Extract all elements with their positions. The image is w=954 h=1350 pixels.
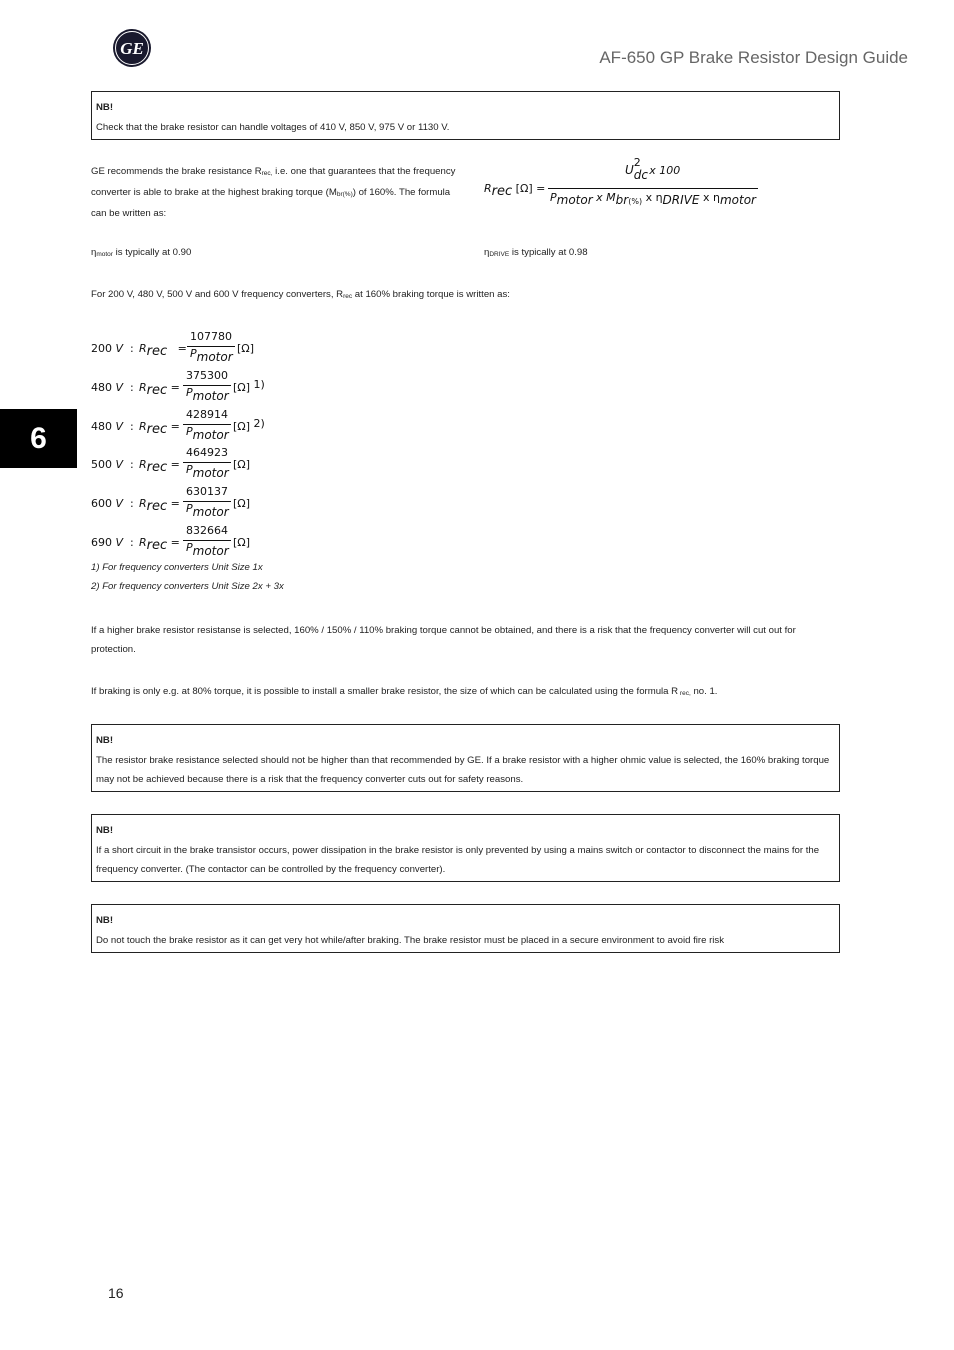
formula-numerator: 375300: [186, 369, 228, 382]
note-text: Do not touch the brake resistor as it can get very hot while/after braking. The brake resistor must be placed in a secure environment to avoid fire risk: [96, 934, 724, 946]
rrec-intro: For 200 V, 480 V, 500 V and 600 V frequency converters, Rrec at 160% braking torque is written as:: [91, 289, 510, 300]
formula-unit: [Ω]: [233, 497, 250, 510]
motor-efficiency-note: ηmotor is typically at 0.90: [91, 247, 192, 258]
formula-rrec: Rrec =: [139, 497, 180, 514]
formula-voltage: 200 V :: [91, 342, 134, 355]
note-heading: NB!: [96, 825, 114, 836]
ge-logo: [112, 28, 152, 68]
note-text: If a short circuit in the brake transistor occurs, power dissipation in the brake resistor is only prevented by using a mains switch or contactor to disconnect the mains for the frequency converter. (The contactor can be controlled by the frequency converter).: [96, 844, 820, 875]
drive-efficiency-note: ηDRIVE is typically at 0.98: [484, 247, 588, 258]
intro-paragraph: GE recommends the brake resistance Rrec, i.e. one that guarantees that the frequency converter is able to brake at the highest braking torque (Mbr(%)) of 160%. The formula can be written as:: [91, 166, 456, 219]
formula-voltage: 480 V :: [91, 381, 134, 394]
formula-voltage: 500 V :: [91, 458, 134, 471]
fraction-line: [548, 188, 758, 189]
chapter-tab: 6: [0, 409, 77, 468]
note-heading: NB!: [96, 102, 114, 113]
formula-denominator: Pmotor: [186, 425, 229, 442]
formula-unit: [Ω] 2): [233, 417, 265, 433]
note-box-resistance: [91, 724, 840, 792]
formula-numerator: 832664: [186, 524, 228, 537]
formula-numerator: 428914: [186, 408, 228, 421]
footnote-1: 1) For frequency converters Unit Size 1x: [91, 562, 263, 573]
note-heading: NB!: [96, 735, 114, 746]
smaller-resistor-paragraph: If braking is only e.g. at 80% torque, it is possible to install a smaller brake resistor, the size of which can be calculated using the formula R rec, no. 1.: [91, 686, 718, 697]
note-box-hot-surface: [91, 904, 840, 953]
footnote-2: 2) For frequency converters Unit Size 2x + 3x: [91, 581, 284, 592]
note-text: Check that the brake resistor can handle voltages of 410 V, 850 V, 975 V or 1130 V.: [96, 121, 450, 133]
formula-denominator: Pmotor: [190, 347, 233, 364]
formula-rrec: Rrec =: [139, 536, 180, 553]
brake-resistance-formula: Rrec [Ω] = U 2 dc x 100 Pmotor x Mbr$_{(\%)}$ x ηDRIVE x ηmotor: [484, 163, 764, 211]
formula-rrec: Rrec =: [139, 458, 180, 475]
formula-rrec: Rrec =: [139, 342, 187, 359]
page-number: 16: [108, 1285, 124, 1301]
note-heading: NB!: [96, 915, 114, 926]
note-box-short-circuit: [91, 814, 840, 882]
note-text: The resistor brake resistance selected should not be higher than that recommended by GE. If a brake resistor with a higher ohmic value is selected, the 160% braking torque may not be achieved because there is a risk that the frequency converter cuts out for safety reasons.: [96, 754, 830, 785]
formula-numerator: 107780: [190, 330, 232, 343]
formula-voltage: 690 V :: [91, 536, 134, 549]
formula-unit: [Ω]: [237, 342, 254, 355]
formula-denominator: Pmotor: [186, 463, 229, 480]
formula-rrec: Rrec =: [139, 381, 180, 398]
formula-voltage: 600 V :: [91, 497, 134, 510]
formula-rrec: Rrec =: [139, 420, 180, 437]
higher-resistance-paragraph: If a higher brake resistor resistanse is selected, 160% / 150% / 110% braking torque cannot be obtained, and there is a risk that the frequency converter will cut out for protection.: [91, 625, 796, 655]
note-box-voltage: [91, 91, 840, 140]
formula-unit: [Ω]: [233, 536, 250, 549]
formula-denominator: Pmotor: [186, 386, 229, 403]
formula-numerator: 464923: [186, 446, 228, 459]
formula-numerator: 630137: [186, 485, 228, 498]
svg-text:GE: GE: [120, 39, 144, 58]
formula-denominator: Pmotor: [186, 541, 229, 558]
document-title: AF-650 GP Brake Resistor Design Guide: [599, 48, 908, 67]
formula-unit: [Ω]: [233, 458, 250, 471]
formula-voltage: 480 V :: [91, 420, 134, 433]
formula-denominator: Pmotor: [186, 502, 229, 519]
formula-unit: [Ω] 1): [233, 378, 265, 394]
